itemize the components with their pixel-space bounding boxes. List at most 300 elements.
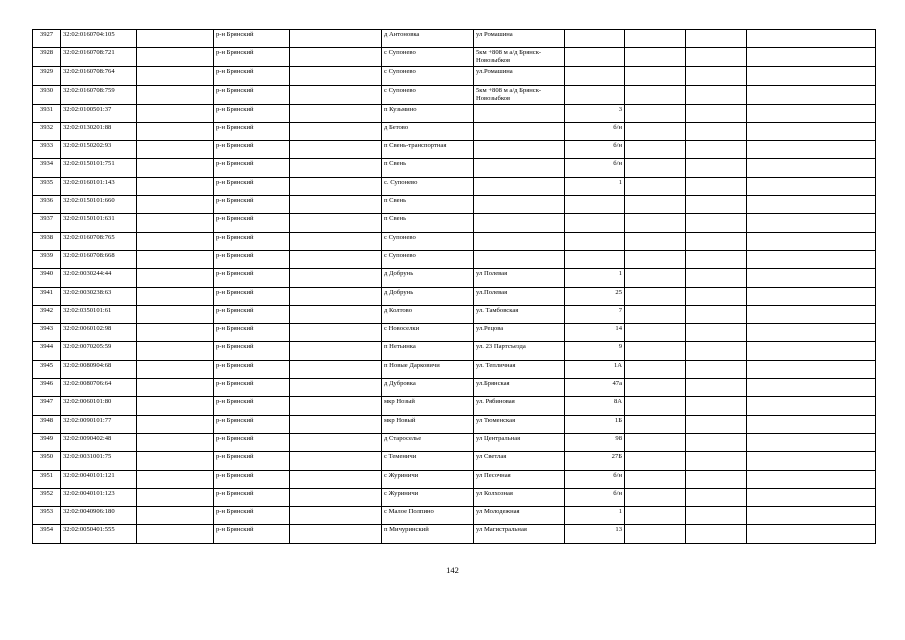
cell-district: р-н Брянский xyxy=(214,360,290,378)
cell-cadastral-number: 32:02:0150101:631 xyxy=(61,214,137,232)
cell-blank-col-3 xyxy=(137,104,214,122)
cell-blank-col-5 xyxy=(290,415,382,433)
cell-row-index: 3930 xyxy=(33,85,61,104)
cell-street: ул. Рябиновая xyxy=(474,397,565,415)
cell-blank-col-3 xyxy=(137,397,214,415)
cell-house-number: б/н xyxy=(565,159,625,177)
cell-row-index: 3938 xyxy=(33,232,61,250)
cell-row-index: 3945 xyxy=(33,360,61,378)
cell-blank-col-3 xyxy=(137,507,214,525)
cell-blank-col-10 xyxy=(686,525,747,543)
cell-cadastral-number: 32:02:0150101:660 xyxy=(61,196,137,214)
cell-row-index: 3929 xyxy=(33,67,61,85)
cell-row-index: 3934 xyxy=(33,159,61,177)
cell-blank-col-9 xyxy=(625,48,686,67)
cell-cadastral-number: 32:02:0160708:764 xyxy=(61,67,137,85)
cell-blank-col-10 xyxy=(686,397,747,415)
cell-blank-col-5 xyxy=(290,324,382,342)
cell-blank-col-11 xyxy=(747,342,876,360)
cell-district: р-н Брянский xyxy=(214,507,290,525)
cell-district: р-н Брянский xyxy=(214,122,290,140)
cell-house-number: 1 xyxy=(565,177,625,195)
table-row xyxy=(33,488,876,506)
cell-house-number xyxy=(565,214,625,232)
cell-blank-col-9 xyxy=(625,397,686,415)
cell-blank-col-3 xyxy=(137,196,214,214)
cell-cadastral-number: 32:02:0150101:751 xyxy=(61,159,137,177)
cell-district: р-н Брянский xyxy=(214,305,290,323)
cell-house-number xyxy=(565,48,625,67)
cell-row-index: 3928 xyxy=(33,48,61,67)
cell-blank-col-3 xyxy=(137,250,214,268)
table-row xyxy=(33,48,876,67)
cell-district: р-н Брянский xyxy=(214,214,290,232)
cell-blank-col-9 xyxy=(625,342,686,360)
cell-cadastral-number: 32:02:0160708:668 xyxy=(61,250,137,268)
cell-settlement: с Супонево xyxy=(382,232,474,250)
cell-blank-col-9 xyxy=(625,269,686,287)
cell-row-index: 3950 xyxy=(33,452,61,470)
cell-district: р-н Брянский xyxy=(214,48,290,67)
cell-blank-col-3 xyxy=(137,287,214,305)
cell-house-number: 25 xyxy=(565,287,625,305)
cell-cadastral-number: 32:02:0160101:143 xyxy=(61,177,137,195)
cell-street xyxy=(474,214,565,232)
cell-blank-col-5 xyxy=(290,104,382,122)
cell-blank-col-9 xyxy=(625,214,686,232)
table-row xyxy=(33,122,876,140)
cell-blank-col-11 xyxy=(747,122,876,140)
cell-street: ул. Тамбовская xyxy=(474,305,565,323)
table-row xyxy=(33,232,876,250)
cell-blank-col-5 xyxy=(290,67,382,85)
cell-settlement: п Кузьмино xyxy=(382,104,474,122)
table-row xyxy=(33,397,876,415)
cell-blank-col-10 xyxy=(686,30,747,48)
cell-district: р-н Брянский xyxy=(214,525,290,543)
cell-cadastral-number: 32:02:0050401:555 xyxy=(61,525,137,543)
table-row xyxy=(33,525,876,543)
cell-row-index: 3937 xyxy=(33,214,61,232)
cell-blank-col-9 xyxy=(625,507,686,525)
cell-settlement: с Супонево xyxy=(382,67,474,85)
cell-house-number: 27Б xyxy=(565,452,625,470)
cell-settlement: мкр Нозый xyxy=(382,397,474,415)
cell-cadastral-number: 32:02:0070205:59 xyxy=(61,342,137,360)
cell-street xyxy=(474,177,565,195)
cell-blank-col-11 xyxy=(747,507,876,525)
cell-district: р-н Брянский xyxy=(214,287,290,305)
table-row xyxy=(33,30,876,48)
cell-row-index: 3941 xyxy=(33,287,61,305)
cell-district: р-н Брянский xyxy=(214,85,290,104)
cell-blank-col-10 xyxy=(686,433,747,451)
cell-house-number: 14 xyxy=(565,324,625,342)
cell-district: р-н Брянский xyxy=(214,159,290,177)
cell-street xyxy=(474,232,565,250)
cell-blank-col-5 xyxy=(290,379,382,397)
cell-district: р-н Брянский xyxy=(214,232,290,250)
cell-street: ул.Ромашина xyxy=(474,67,565,85)
cell-row-index: 3931 xyxy=(33,104,61,122)
cell-cadastral-number: 32:02:0040101:121 xyxy=(61,470,137,488)
cell-district: р-н Брянский xyxy=(214,433,290,451)
cell-street xyxy=(474,141,565,159)
cell-street xyxy=(474,196,565,214)
table-row xyxy=(33,287,876,305)
cell-street: ул Центральная xyxy=(474,433,565,451)
cell-street xyxy=(474,159,565,177)
table-row xyxy=(33,342,876,360)
table-row xyxy=(33,250,876,268)
cell-street: ул Полевая xyxy=(474,269,565,287)
cell-blank-col-9 xyxy=(625,141,686,159)
cell-row-index: 3940 xyxy=(33,269,61,287)
cell-row-index: 3944 xyxy=(33,342,61,360)
cell-house-number: 13 xyxy=(565,525,625,543)
cell-blank-col-11 xyxy=(747,269,876,287)
cell-blank-col-10 xyxy=(686,48,747,67)
cell-row-index: 3954 xyxy=(33,525,61,543)
cell-district: р-н Брянский xyxy=(214,342,290,360)
cell-blank-col-11 xyxy=(747,250,876,268)
cell-blank-col-10 xyxy=(686,488,747,506)
cell-settlement: с Журиничи xyxy=(382,470,474,488)
cell-blank-col-5 xyxy=(290,85,382,104)
cell-house-number: б/н xyxy=(565,470,625,488)
cell-settlement: п Нетьинка xyxy=(382,342,474,360)
table-row xyxy=(33,305,876,323)
cell-blank-col-3 xyxy=(137,470,214,488)
cell-row-index: 3942 xyxy=(33,305,61,323)
cell-blank-col-9 xyxy=(625,287,686,305)
cell-blank-col-5 xyxy=(290,141,382,159)
cell-settlement: д Бетово xyxy=(382,122,474,140)
cell-settlement: мкр Новый xyxy=(382,415,474,433)
cell-cadastral-number: 32:02:0030238:63 xyxy=(61,287,137,305)
cell-blank-col-9 xyxy=(625,67,686,85)
cell-settlement: д Антоновка xyxy=(382,30,474,48)
cell-blank-col-3 xyxy=(137,177,214,195)
cell-blank-col-10 xyxy=(686,379,747,397)
cell-blank-col-10 xyxy=(686,196,747,214)
cell-blank-col-11 xyxy=(747,177,876,195)
cell-cadastral-number: 32:02:0030244:44 xyxy=(61,269,137,287)
cell-blank-col-9 xyxy=(625,470,686,488)
table-row xyxy=(33,269,876,287)
cell-blank-col-5 xyxy=(290,122,382,140)
cell-settlement: д Староселье xyxy=(382,433,474,451)
cell-blank-col-3 xyxy=(137,269,214,287)
cell-blank-col-11 xyxy=(747,30,876,48)
cell-blank-col-11 xyxy=(747,452,876,470)
cell-blank-col-10 xyxy=(686,287,747,305)
cell-blank-col-10 xyxy=(686,342,747,360)
table-row xyxy=(33,67,876,85)
cell-street: 5км +808 м а/д Брянск-Новозыбков xyxy=(474,85,565,104)
table-row xyxy=(33,196,876,214)
cell-settlement: п Мичуринский xyxy=(382,525,474,543)
cell-house-number xyxy=(565,232,625,250)
cell-cadastral-number: 32:02:0160708:759 xyxy=(61,85,137,104)
cell-district: р-н Брянский xyxy=(214,104,290,122)
cell-blank-col-5 xyxy=(290,159,382,177)
cell-cadastral-number: 32:02:0040101:123 xyxy=(61,488,137,506)
cell-house-number: 9 xyxy=(565,342,625,360)
cell-blank-col-11 xyxy=(747,525,876,543)
cell-settlement: д Дубровка xyxy=(382,379,474,397)
cell-row-index: 3939 xyxy=(33,250,61,268)
cell-blank-col-10 xyxy=(686,360,747,378)
cell-blank-col-10 xyxy=(686,159,747,177)
cell-blank-col-10 xyxy=(686,214,747,232)
cell-settlement: с Журиничи xyxy=(382,488,474,506)
cell-house-number xyxy=(565,85,625,104)
cell-blank-col-3 xyxy=(137,232,214,250)
cell-street: ул Молодежная xyxy=(474,507,565,525)
table-row xyxy=(33,177,876,195)
cell-district: р-н Брянский xyxy=(214,397,290,415)
cell-cadastral-number: 32:02:0080706:64 xyxy=(61,379,137,397)
cell-house-number: 7 xyxy=(565,305,625,323)
cell-settlement: п Свень-транспортная xyxy=(382,141,474,159)
cell-blank-col-9 xyxy=(625,159,686,177)
cell-cadastral-number: 32:02:0130201:88 xyxy=(61,122,137,140)
cell-street: ул Песочная xyxy=(474,470,565,488)
cell-row-index: 3948 xyxy=(33,415,61,433)
cell-blank-col-5 xyxy=(290,269,382,287)
cell-house-number xyxy=(565,250,625,268)
cell-street: ул.Брянская xyxy=(474,379,565,397)
cell-blank-col-10 xyxy=(686,141,747,159)
cell-cadastral-number: 32:02:0090101:77 xyxy=(61,415,137,433)
cell-cadastral-number: 32:02:0080904:68 xyxy=(61,360,137,378)
cell-blank-col-9 xyxy=(625,30,686,48)
cell-street: ул. 23 Партсъезда xyxy=(474,342,565,360)
cell-blank-col-3 xyxy=(137,488,214,506)
cell-blank-col-10 xyxy=(686,305,747,323)
cell-settlement: п Свень xyxy=(382,196,474,214)
cell-cadastral-number: 32:02:0031001:75 xyxy=(61,452,137,470)
cell-blank-col-11 xyxy=(747,67,876,85)
cell-district: р-н Брянский xyxy=(214,452,290,470)
cell-blank-col-11 xyxy=(747,85,876,104)
cell-cadastral-number: 32:02:0350101:61 xyxy=(61,305,137,323)
cell-blank-col-5 xyxy=(290,525,382,543)
table-row xyxy=(33,507,876,525)
cell-blank-col-3 xyxy=(137,122,214,140)
cell-blank-col-9 xyxy=(625,232,686,250)
table-row xyxy=(33,104,876,122)
cell-blank-col-5 xyxy=(290,470,382,488)
table-row xyxy=(33,360,876,378)
table-row xyxy=(33,214,876,232)
table-row xyxy=(33,141,876,159)
cell-blank-col-11 xyxy=(747,48,876,67)
table-row xyxy=(33,324,876,342)
cell-blank-col-11 xyxy=(747,214,876,232)
cell-cadastral-number: 32:02:0150202:93 xyxy=(61,141,137,159)
cell-blank-col-9 xyxy=(625,85,686,104)
cell-row-index: 3947 xyxy=(33,397,61,415)
cell-house-number: 1А xyxy=(565,360,625,378)
cell-street: ул Колхозная xyxy=(474,488,565,506)
cell-blank-col-11 xyxy=(747,488,876,506)
cell-cadastral-number: 32:02:0040906:180 xyxy=(61,507,137,525)
cell-blank-col-3 xyxy=(137,305,214,323)
cell-blank-col-10 xyxy=(686,104,747,122)
cell-blank-col-5 xyxy=(290,196,382,214)
cell-blank-col-9 xyxy=(625,196,686,214)
cell-cadastral-number: 32:02:0100501:37 xyxy=(61,104,137,122)
cell-row-index: 3952 xyxy=(33,488,61,506)
cell-blank-col-3 xyxy=(137,48,214,67)
cell-blank-col-9 xyxy=(625,433,686,451)
cell-blank-col-5 xyxy=(290,433,382,451)
cell-blank-col-5 xyxy=(290,214,382,232)
cell-blank-col-10 xyxy=(686,415,747,433)
cell-settlement: с Супонево xyxy=(382,85,474,104)
cell-blank-col-5 xyxy=(290,177,382,195)
cell-settlement: с Теменичи xyxy=(382,452,474,470)
cell-blank-col-9 xyxy=(625,250,686,268)
cell-blank-col-10 xyxy=(686,85,747,104)
cell-settlement: д Колтово xyxy=(382,305,474,323)
cell-blank-col-10 xyxy=(686,269,747,287)
cell-settlement: п Свень xyxy=(382,159,474,177)
cell-blank-col-11 xyxy=(747,104,876,122)
cell-district: р-н Брянский xyxy=(214,177,290,195)
cell-row-index: 3953 xyxy=(33,507,61,525)
cell-blank-col-3 xyxy=(137,30,214,48)
cell-blank-col-11 xyxy=(747,397,876,415)
cell-blank-col-10 xyxy=(686,177,747,195)
cell-district: р-н Брянский xyxy=(214,379,290,397)
cell-row-index: 3951 xyxy=(33,470,61,488)
cell-blank-col-3 xyxy=(137,141,214,159)
cell-street: ул Тюменская xyxy=(474,415,565,433)
cell-row-index: 3943 xyxy=(33,324,61,342)
cell-street: ул Ромашина xyxy=(474,30,565,48)
cell-district: р-н Брянский xyxy=(214,324,290,342)
cell-blank-col-5 xyxy=(290,507,382,525)
cell-blank-col-10 xyxy=(686,324,747,342)
cell-cadastral-number: 32:02:0160708:721 xyxy=(61,48,137,67)
cell-blank-col-10 xyxy=(686,122,747,140)
cell-street xyxy=(474,104,565,122)
cell-district: р-н Брянский xyxy=(214,415,290,433)
cell-settlement: с. Супонево xyxy=(382,177,474,195)
cell-blank-col-9 xyxy=(625,525,686,543)
cell-blank-col-11 xyxy=(747,470,876,488)
registry-table-body xyxy=(33,30,876,544)
cell-district: р-н Брянский xyxy=(214,250,290,268)
cell-blank-col-3 xyxy=(137,379,214,397)
cell-settlement: с Супонево xyxy=(382,250,474,268)
cell-blank-col-5 xyxy=(290,397,382,415)
cell-blank-col-5 xyxy=(290,452,382,470)
table-row xyxy=(33,159,876,177)
cell-district: р-н Брянский xyxy=(214,488,290,506)
page-number: 142 xyxy=(446,565,459,575)
cell-cadastral-number: 32:02:0160704:105 xyxy=(61,30,137,48)
cell-blank-col-3 xyxy=(137,525,214,543)
cell-row-index: 3933 xyxy=(33,141,61,159)
table-row xyxy=(33,433,876,451)
table-row xyxy=(33,379,876,397)
cell-blank-col-3 xyxy=(137,433,214,451)
cell-blank-col-9 xyxy=(625,415,686,433)
cell-blank-col-9 xyxy=(625,122,686,140)
cell-street: ул.Рецова xyxy=(474,324,565,342)
cell-street xyxy=(474,250,565,268)
cell-row-index: 3946 xyxy=(33,379,61,397)
cell-blank-col-3 xyxy=(137,159,214,177)
cell-blank-col-3 xyxy=(137,342,214,360)
cell-district: р-н Брянский xyxy=(214,141,290,159)
cell-blank-col-9 xyxy=(625,360,686,378)
cell-blank-col-11 xyxy=(747,360,876,378)
cell-blank-col-5 xyxy=(290,488,382,506)
cell-blank-col-10 xyxy=(686,452,747,470)
cell-street: ул Светлая xyxy=(474,452,565,470)
cell-blank-col-11 xyxy=(747,196,876,214)
cell-blank-col-3 xyxy=(137,415,214,433)
cell-settlement: п Свень xyxy=(382,214,474,232)
cell-blank-col-5 xyxy=(290,48,382,67)
cell-blank-col-3 xyxy=(137,67,214,85)
cell-row-index: 3935 xyxy=(33,177,61,195)
cell-house-number: 8А xyxy=(565,397,625,415)
cell-house-number xyxy=(565,30,625,48)
cell-blank-col-5 xyxy=(290,250,382,268)
cell-blank-col-5 xyxy=(290,287,382,305)
cell-house-number: 3 xyxy=(565,104,625,122)
cell-house-number: б/н xyxy=(565,488,625,506)
cell-blank-col-9 xyxy=(625,379,686,397)
cell-blank-col-3 xyxy=(137,85,214,104)
cell-cadastral-number: 32:02:0060102:98 xyxy=(61,324,137,342)
cell-blank-col-3 xyxy=(137,360,214,378)
cell-settlement: с Малое Полпино xyxy=(382,507,474,525)
cell-blank-col-11 xyxy=(747,159,876,177)
cell-blank-col-9 xyxy=(625,177,686,195)
cell-cadastral-number: 32:02:0090402:48 xyxy=(61,433,137,451)
cell-row-index: 3932 xyxy=(33,122,61,140)
cell-house-number: б/н xyxy=(565,122,625,140)
cell-district: р-н Брянский xyxy=(214,269,290,287)
cell-blank-col-5 xyxy=(290,232,382,250)
cell-row-index: 3936 xyxy=(33,196,61,214)
cell-district: р-н Брянский xyxy=(214,196,290,214)
cell-house-number xyxy=(565,196,625,214)
cell-blank-col-9 xyxy=(625,104,686,122)
cell-settlement: п Новые Дарковичи xyxy=(382,360,474,378)
table-row xyxy=(33,470,876,488)
cell-blank-col-11 xyxy=(747,287,876,305)
cell-house-number: б/н xyxy=(565,141,625,159)
cell-blank-col-5 xyxy=(290,360,382,378)
cell-blank-col-11 xyxy=(747,415,876,433)
cell-house-number: 98 xyxy=(565,433,625,451)
cell-blank-col-11 xyxy=(747,379,876,397)
cell-blank-col-9 xyxy=(625,488,686,506)
table-row xyxy=(33,85,876,104)
cell-blank-col-11 xyxy=(747,232,876,250)
cell-street xyxy=(474,122,565,140)
cell-row-index: 3949 xyxy=(33,433,61,451)
cell-house-number: 1 xyxy=(565,507,625,525)
